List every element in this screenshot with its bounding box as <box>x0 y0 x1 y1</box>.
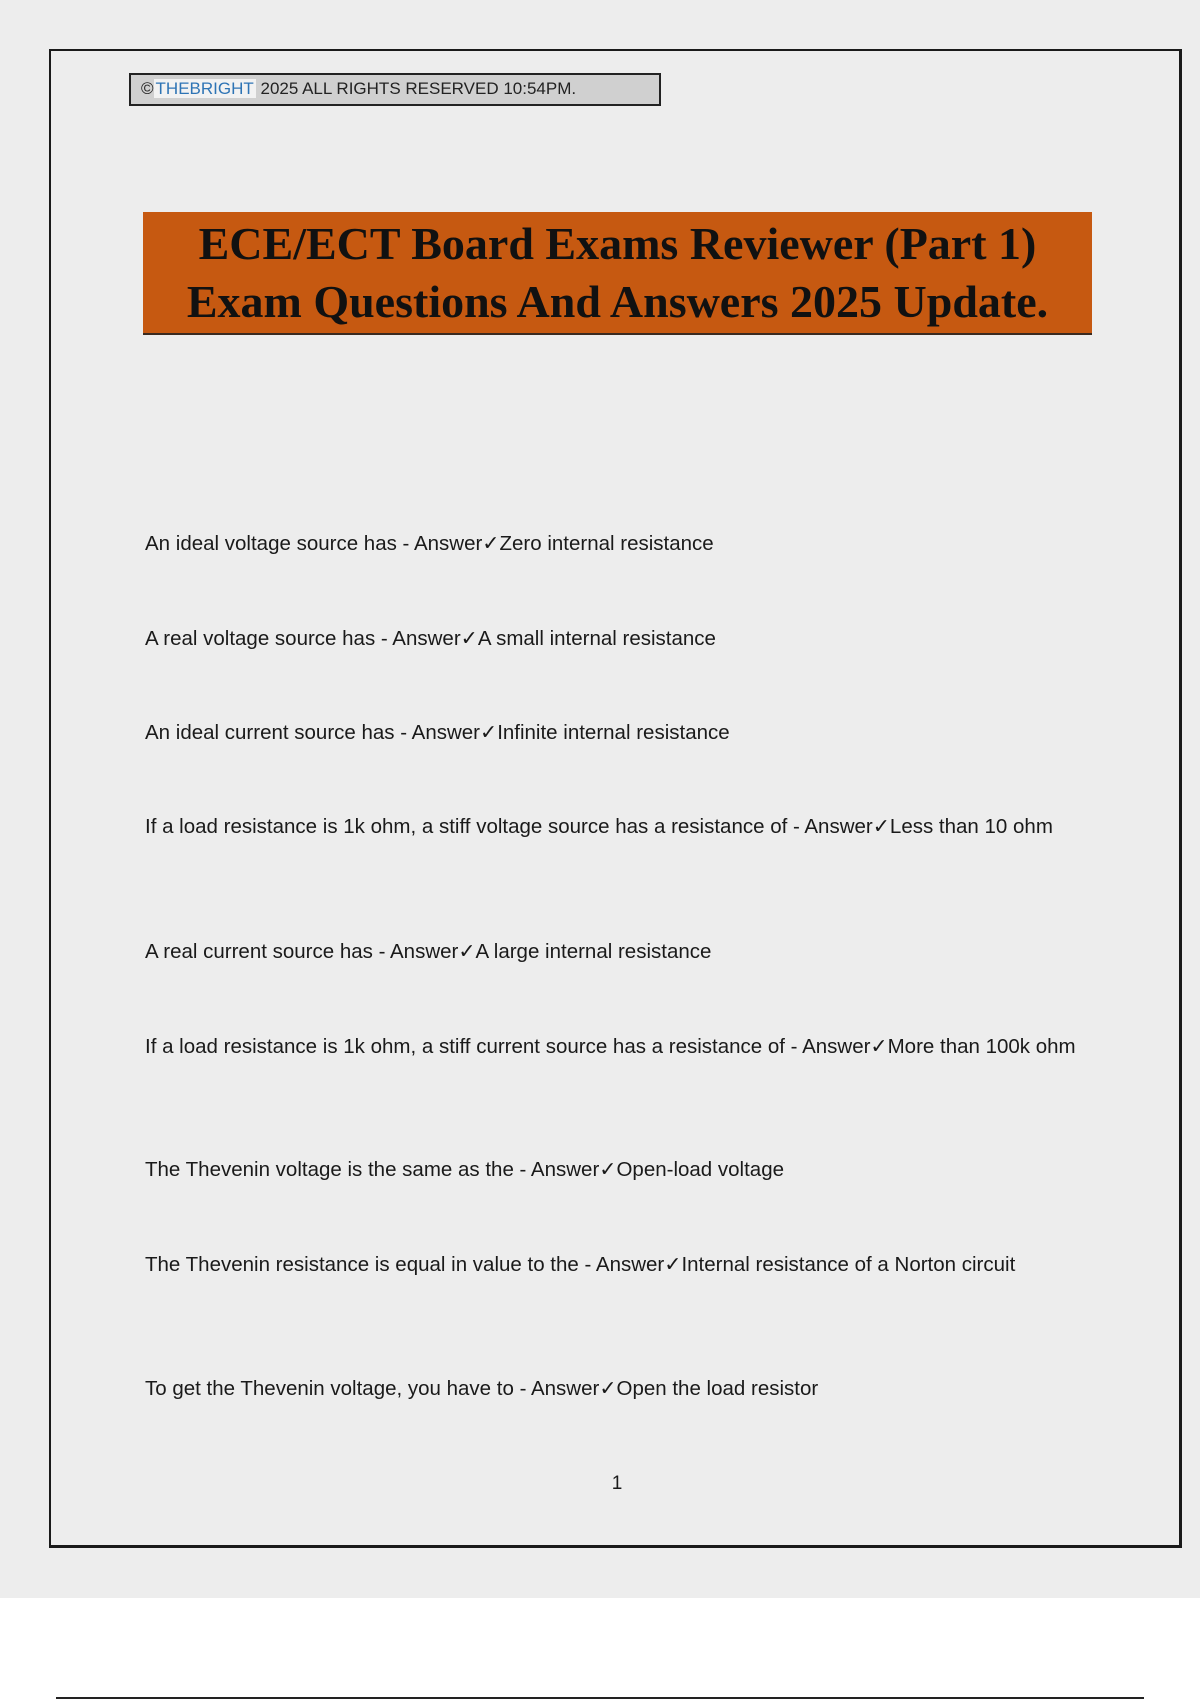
copyright-header <box>129 73 661 106</box>
question-text: To get the Thevenin voltage, you have to <box>145 1377 514 1400</box>
copyright-brand: THEBRIGHT <box>155 79 254 98</box>
question-text: An ideal current source has <box>145 721 395 744</box>
answer-separator: - Answer✓ <box>787 815 890 838</box>
answer-text: A small internal resistance <box>477 627 716 650</box>
qa-item <box>145 1374 1085 1403</box>
answer-separator: - Answer✓ <box>396 532 500 555</box>
question-text: An ideal voltage source has <box>145 532 397 555</box>
answer-text: More than 100k ohm <box>887 1035 1076 1058</box>
answer-separator: - Answer✓ <box>784 1035 888 1058</box>
question-text: A real voltage source has <box>145 627 376 650</box>
answer-text: Open-load voltage <box>616 1158 785 1181</box>
answer-text: Infinite internal resistance <box>497 721 730 744</box>
question-text: The Thevenin voltage is the same as the <box>145 1158 514 1181</box>
copyright-symbol: © <box>141 79 154 98</box>
bottom-divider <box>56 1697 1144 1699</box>
answer-separator: - Answer✓ <box>394 721 498 744</box>
answer-separator: - Answer✓ <box>578 1253 682 1276</box>
answer-text: A large internal resistance <box>475 940 712 963</box>
answer-text: Less than 10 ohm <box>889 815 1053 838</box>
answer-text: Internal resistance of a Norton circuit <box>681 1253 1016 1276</box>
qa-item <box>145 529 1085 558</box>
question-text: A real current source has <box>145 940 373 963</box>
qa-item <box>145 624 1085 653</box>
question-text: If a load resistance is 1k ohm, a stiff voltage source has a resistance of <box>145 815 788 838</box>
qa-item <box>145 1032 1085 1061</box>
title-line-2: Exam Questions And Answers 2025 Update. <box>186 276 1049 327</box>
page-number: 1 <box>611 1473 623 1494</box>
answer-separator: - Answer✓ <box>513 1377 617 1400</box>
qa-item <box>145 1155 1085 1184</box>
answer-separator: - Answer✓ <box>513 1158 617 1181</box>
title-line-1: ECE/ECT Board Exams Reviewer (Part 1) <box>198 218 1037 269</box>
question-text: If a load resistance is 1k ohm, a stiff current source has a resistance of <box>145 1035 785 1058</box>
document-title <box>143 212 1092 335</box>
qa-item <box>145 718 1085 747</box>
qa-item <box>145 1250 1085 1279</box>
qa-item <box>145 812 1085 841</box>
answer-separator: - Answer✓ <box>375 627 478 650</box>
answer-text: Zero internal resistance <box>499 532 714 555</box>
question-text: The Thevenin resistance is equal in value to the <box>145 1253 579 1276</box>
qa-item <box>145 937 1085 966</box>
answer-text: Open the load resistor <box>616 1377 819 1400</box>
copyright-text: 2025 ALL RIGHTS RESERVED 10:54PM. <box>255 79 577 98</box>
answer-separator: - Answer✓ <box>372 940 476 963</box>
